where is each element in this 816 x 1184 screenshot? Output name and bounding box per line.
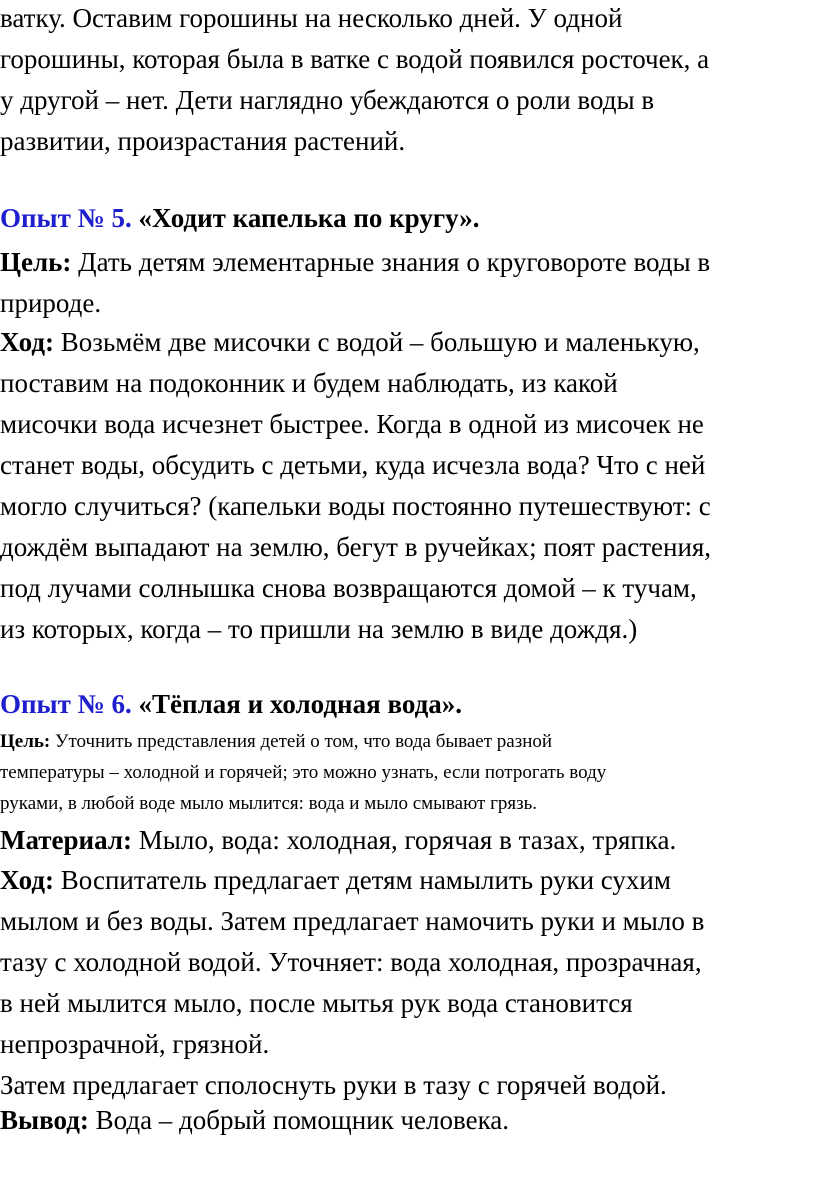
- exp6-material: [0, 820, 814, 861]
- exp6-number: Опыт № 6.: [0, 689, 132, 719]
- exp5-goal: [0, 242, 814, 324]
- exp6-process: [0, 860, 814, 1106]
- exp6-goal-line: руками, в любой воде мыло мылится: вода и мыло смывают грязь.: [0, 793, 538, 814]
- exp6-title: «Тёплая и холодная вода».: [138, 689, 462, 719]
- intro-paragraph: [0, 0, 814, 162]
- exp6-conclusion-text: Вода – добрый помощник человека.: [95, 1105, 510, 1135]
- exp6-goal: [0, 726, 814, 819]
- exp5-goal-line: природе.: [0, 288, 102, 318]
- intro-line: горошины, которая была в ватке с водой появился росточек, а: [0, 44, 710, 74]
- exp6-process-line: Воспитатель предлагает детям намылить руки сухим: [60, 865, 671, 895]
- exp5-process-line: из которых, когда – то пришли на землю в виде дождя.): [0, 614, 638, 644]
- exp6-process-line: тазу с холодной водой. Уточняет: вода холодная, прозрачная,: [0, 947, 702, 977]
- exp5-process-line: мисочки вода исчезнет быстрее. Когда в одной из мисочек не: [0, 409, 704, 439]
- exp6-material-text: Мыло, вода: холодная, горячая в тазах, тряпка.: [138, 825, 677, 855]
- intro-line: ватку. Оставим горошины на несколько дней. У одной: [0, 3, 623, 33]
- intro-line: у другой – нет. Дети наглядно убеждаются о роли воды в: [0, 85, 655, 115]
- exp6-goal-line: Уточнить представления детей о том, что вода бывает разной: [55, 731, 553, 752]
- exp6-conclusion: [0, 1100, 814, 1141]
- exp5-number: Опыт № 5.: [0, 203, 132, 233]
- exp5-process-line: под лучами солнышка снова возвращаются домой – к тучам,: [0, 573, 697, 603]
- exp6-process-line: в ней мылится мыло, после мытья рук вода становится: [0, 988, 633, 1018]
- exp5-process-label: Ход:: [0, 327, 55, 357]
- exp5-process-line: дождём выпадают на землю, бегут в ручейках; поят растения,: [0, 532, 712, 562]
- exp6-conclusion-label: Вывод:: [0, 1105, 89, 1135]
- exp6-process-line: мылом и без воды. Затем предлагает намочить руки и мыло в: [0, 906, 705, 936]
- exp6-process-line: Затем предлагает сполоснуть руки в тазу с горячей водой.: [0, 1070, 667, 1100]
- exp6-material-label: Материал:: [0, 825, 132, 855]
- exp5-title: «Ходит капелька по кругу».: [138, 203, 480, 233]
- intro-line: развитии, произрастания растений.: [0, 126, 406, 156]
- exp5-process-line: Возьмём две мисочки с водой – большую и маленькую,: [60, 327, 700, 357]
- exp5-process-line: могло случиться? (капельки воды постоянно путешествуют: с: [0, 491, 711, 521]
- exp6-process-label: Ход:: [0, 865, 55, 895]
- exp6-process-line: непрозрачной, грязной.: [0, 1029, 270, 1059]
- exp5-heading: [0, 198, 814, 239]
- exp5-goal-label: Цель:: [0, 247, 72, 277]
- exp6-heading: [0, 684, 814, 725]
- exp5-process: [0, 322, 814, 650]
- exp5-process-line: станет воды, обсудить с детьми, куда исчезла вода? Что с ней: [0, 450, 706, 480]
- exp5-goal-line: Дать детям элементарные знания о круговороте воды в: [78, 247, 711, 277]
- exp6-goal-label: Цель:: [0, 731, 51, 752]
- exp5-process-line: поставим на подоконник и будем наблюдать, из какой: [0, 368, 618, 398]
- exp6-goal-line: температуры – холодной и горячей; это можно узнать, если потрогать воду: [0, 762, 607, 783]
